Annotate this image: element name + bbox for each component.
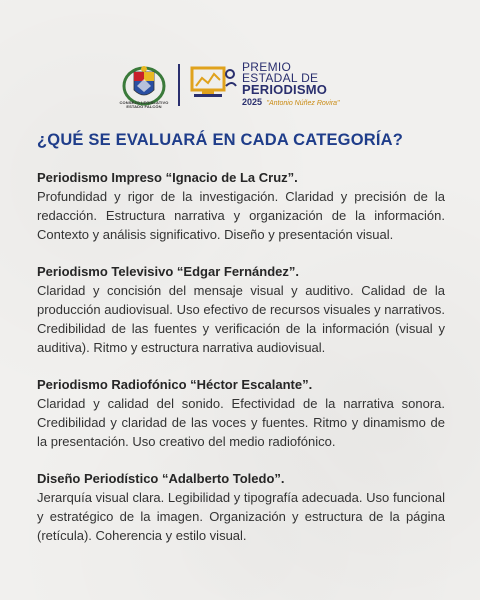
category-description: Profundidad y rigor de la investigación. Claridad y precisión de la redacción. Estructura narrativa y organización de la información. Contexto y análisis significativo. Diseño y presentación visual. <box>37 189 445 242</box>
category-impreso <box>37 168 445 244</box>
premio-line3: PERIODISMO <box>242 82 328 97</box>
category-title: Diseño Periodístico “Adalberto Toledo”. <box>37 471 285 486</box>
category-title: Periodismo Televisivo “Edgar Fernández”. <box>37 264 299 279</box>
category-title: Periodismo Radiofónico “Héctor Escalante”. <box>37 377 313 392</box>
premio-line1: PREMIO <box>242 60 292 74</box>
premio-year: 2025 <box>242 97 263 107</box>
seal-caption: CONSEJO LEGISLATIVO ESTADO FALCÓN <box>119 100 169 109</box>
header <box>0 58 480 110</box>
category-description: Claridad y concisión del mensaje visual y auditivo. Calidad de la producción audiovisual. Uso efectivo de recursos visuales y narrativos. Credibilidad de las fuentes y verificación de la información (visual y auditiva). Ritmo y estructura narrativa audiovisual. <box>37 283 445 355</box>
category-description: Claridad y calidad del sonido. Efectividad de la narrativa sonora. Credibilidad y claridad de las voces y fuentes. Ritmo y dinamismo de la presentación. Uso creativo del medio radiofónico. <box>37 396 445 449</box>
categories-list <box>37 168 445 563</box>
category-televisivo <box>37 262 445 357</box>
premio-title <box>242 62 340 109</box>
category-diseno <box>37 469 445 545</box>
category-description: Jerarquía visual clara. Legibilidad y tipografía adecuada. Uso funcional y estratégico de la imagen. Organización y estructura de la página (retícula). Coherencia y estilo visual. <box>37 490 445 543</box>
header-divider <box>178 64 180 106</box>
premio-logo-icon <box>188 64 238 106</box>
page-title: ¿QUÉ SE EVALUARÁ EN CADA CATEGORÍA? <box>37 131 404 149</box>
category-title: Periodismo Impreso “Ignacio de La Cruz”. <box>37 170 298 185</box>
category-radiofonico <box>37 375 445 451</box>
premio-line2: ESTADAL DE <box>242 71 319 85</box>
premio-honoree: "Antonio Núñez Rovira" <box>266 100 340 107</box>
